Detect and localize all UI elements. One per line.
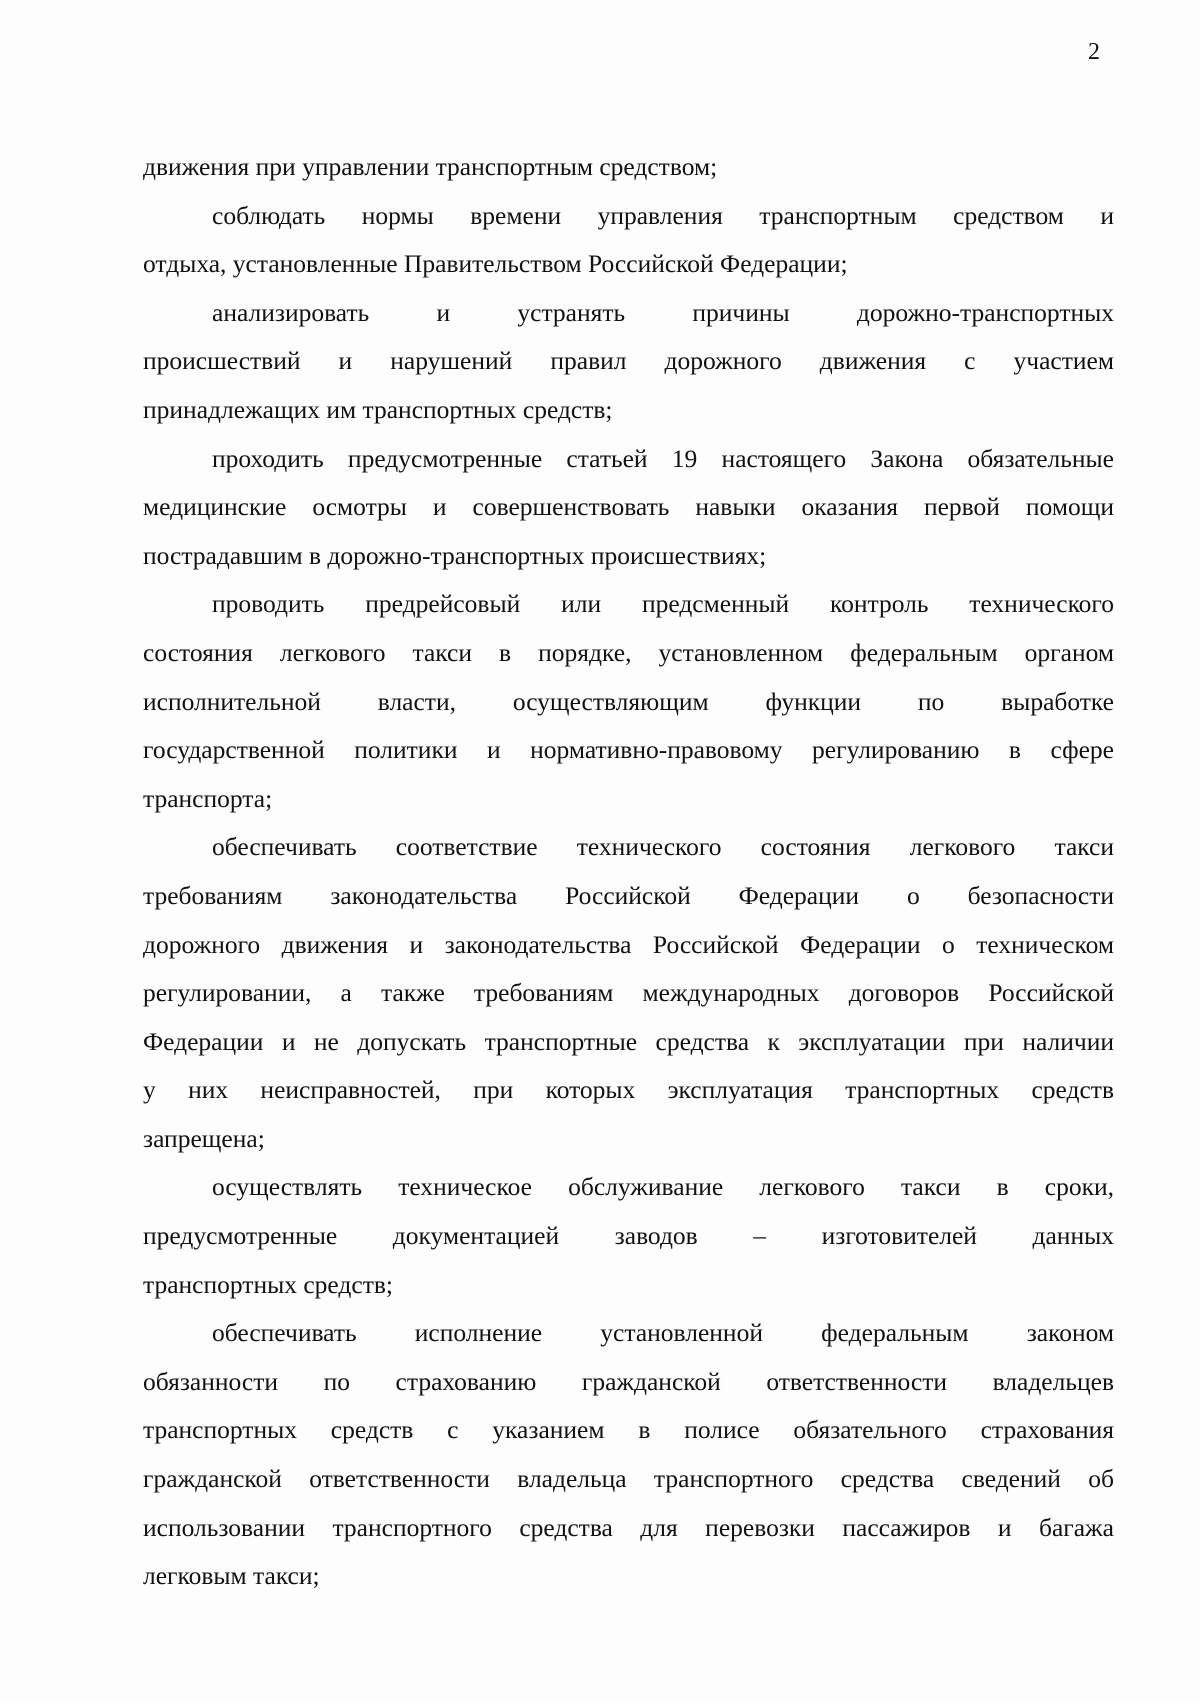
text-line: состояния легкового такси в порядке, установленном федеральным органом: [143, 637, 1114, 667]
text-line: проводить предрейсовый или предсменный контроль технического: [212, 589, 1114, 619]
page-number: 2: [1088, 39, 1100, 65]
text-line: осуществлять техническое обслуживание легкового такси в сроки,: [212, 1172, 1114, 1202]
text-line: принадлежащих им транспортных средств;: [143, 394, 613, 424]
text-line: гражданской ответственности владельца транспортного средства сведений об: [143, 1464, 1114, 1494]
text-line: соблюдать нормы времени управления транспортным средством и: [212, 200, 1114, 230]
document-body: [143, 143, 1114, 1601]
text-line: пострадавшим в дорожно-транспортных происшествиях;: [143, 540, 767, 570]
text-line: анализировать и устранять причины дорожно-транспортных: [212, 297, 1114, 327]
text-line: движения при управлении транспортным средством;: [143, 152, 718, 181]
text-line: Федерации и не допускать транспортные средства к эксплуатации при наличии: [143, 1026, 1114, 1056]
text-line: запрещена;: [143, 1123, 265, 1153]
text-line: отдыха, установленные Правительством Российской Федерации;: [143, 249, 848, 279]
text-line: требованиям законодательства Российской Федерации о безопасности: [143, 880, 1114, 910]
text-line: предусмотренные документацией заводов – изготовителей данных: [143, 1221, 1114, 1251]
text-line: транспортных средств;: [143, 1269, 393, 1299]
text-line: происшествий и нарушений правил дорожного движения с участием: [143, 346, 1114, 376]
text-line: исполнительной власти, осуществляющим функции по выработке: [143, 686, 1114, 716]
text-line: легковым такси;: [143, 1561, 320, 1591]
text-line: у них неисправностей, при которых эксплуатация транспортных средств: [143, 1075, 1114, 1105]
text-line: медицинские осмотры и совершенствовать навыки оказания первой помощи: [143, 492, 1114, 522]
text-line: обеспечивать соответствие технического состояния легкового такси: [212, 832, 1114, 862]
text-line: проходить предусмотренные статьей 19 настоящего Закона обязательные: [212, 443, 1114, 473]
text-line: использовании транспортного средства для перевозки пассажиров и багажа: [143, 1512, 1114, 1542]
text-line: дорожного движения и законодательства Российской Федерации о техническом: [143, 929, 1114, 959]
text-line: обеспечивать исполнение установленной федеральным законом: [212, 1318, 1114, 1348]
text-line: обязанности по страхованию гражданской ответственности владельцев: [143, 1366, 1114, 1396]
text-line: транспортных средств с указанием в полисе обязательного страхования: [143, 1415, 1114, 1445]
text-line: регулировании, а также требованиям международных договоров Российской: [143, 978, 1114, 1008]
text-line: транспорта;: [143, 783, 273, 813]
text-line: государственной политики и нормативно-правовому регулированию в сфере: [143, 735, 1114, 765]
